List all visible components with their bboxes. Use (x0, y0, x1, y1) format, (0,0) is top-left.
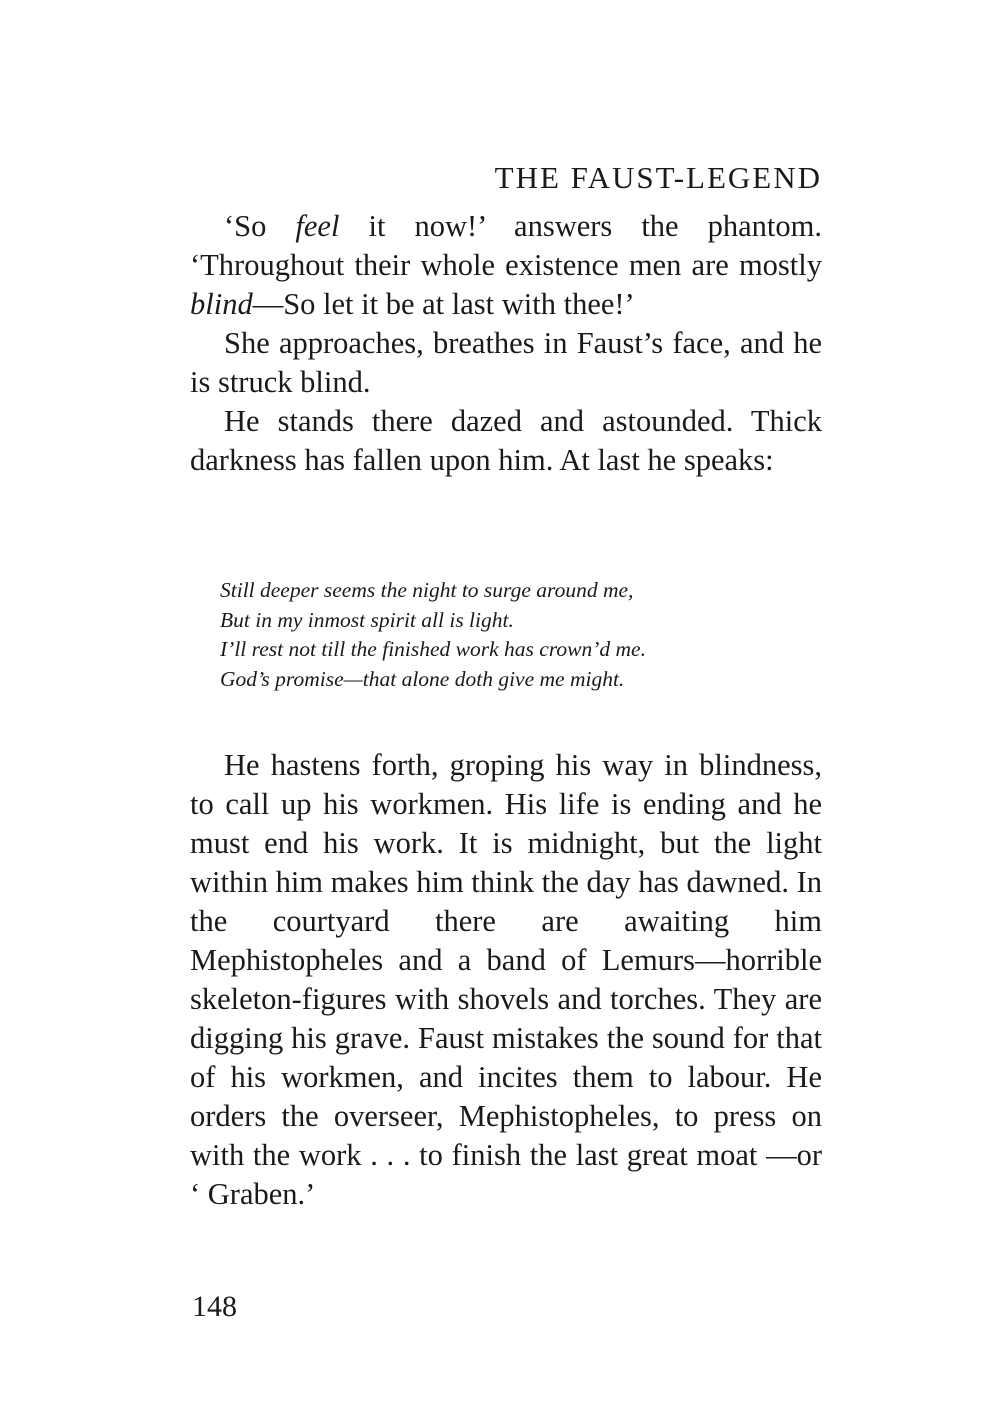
paragraph-text: —So let it be at last with thee!’ (252, 287, 635, 321)
paragraph-hastens-forth: He hastens forth, groping his way in blindness, to call up his workmen. His life is ending and he must end his work. It is midnight, but the light within him makes him think the day has dawned. In the courtyard there are awaiting him Mephistopheles and a band of Lemurs—horrible skeleton-figures with shovels and torches. They are digging his grave. Faust mistakes the sound for that of his workmen, and incites them to labour. He orders the overseer, Mephistopheles, to press on with the work . . . to finish the last great moat —or ‘ Graben.’ (190, 748, 822, 1211)
poem-line: God’s promise—that alone doth give me might. (220, 666, 625, 691)
poem-line: But in my inmost spirit all is light. (220, 607, 514, 632)
poem-line: Still deeper seems the night to surge around me, (220, 578, 634, 602)
text-block-bottom (190, 746, 822, 1214)
page-number: 148 (192, 1290, 237, 1323)
paragraph-struck-blind: She approaches, breathes in Faust’s face, and he is struck blind. (190, 326, 822, 399)
paragraph-text: it now!’ answers the phantom. ‘Throughout their whole existence men are mostly (190, 209, 822, 282)
emphasis-text: feel (295, 209, 340, 243)
emphasis-text: blind (190, 287, 253, 321)
poem-stanza (220, 576, 820, 694)
poem-line: I’ll rest not till the finished work has crown’d me. (220, 637, 646, 661)
paragraph-phantom-speech (190, 207, 822, 324)
running-title: THE FAUST-LEGEND (494, 160, 822, 195)
text-block-top (190, 207, 822, 480)
paragraph-dazed: He stands there dazed and astounded. Thick darkness has fallen upon him. At last he speaks: (190, 404, 822, 477)
paragraph-text: ‘So (224, 209, 296, 243)
